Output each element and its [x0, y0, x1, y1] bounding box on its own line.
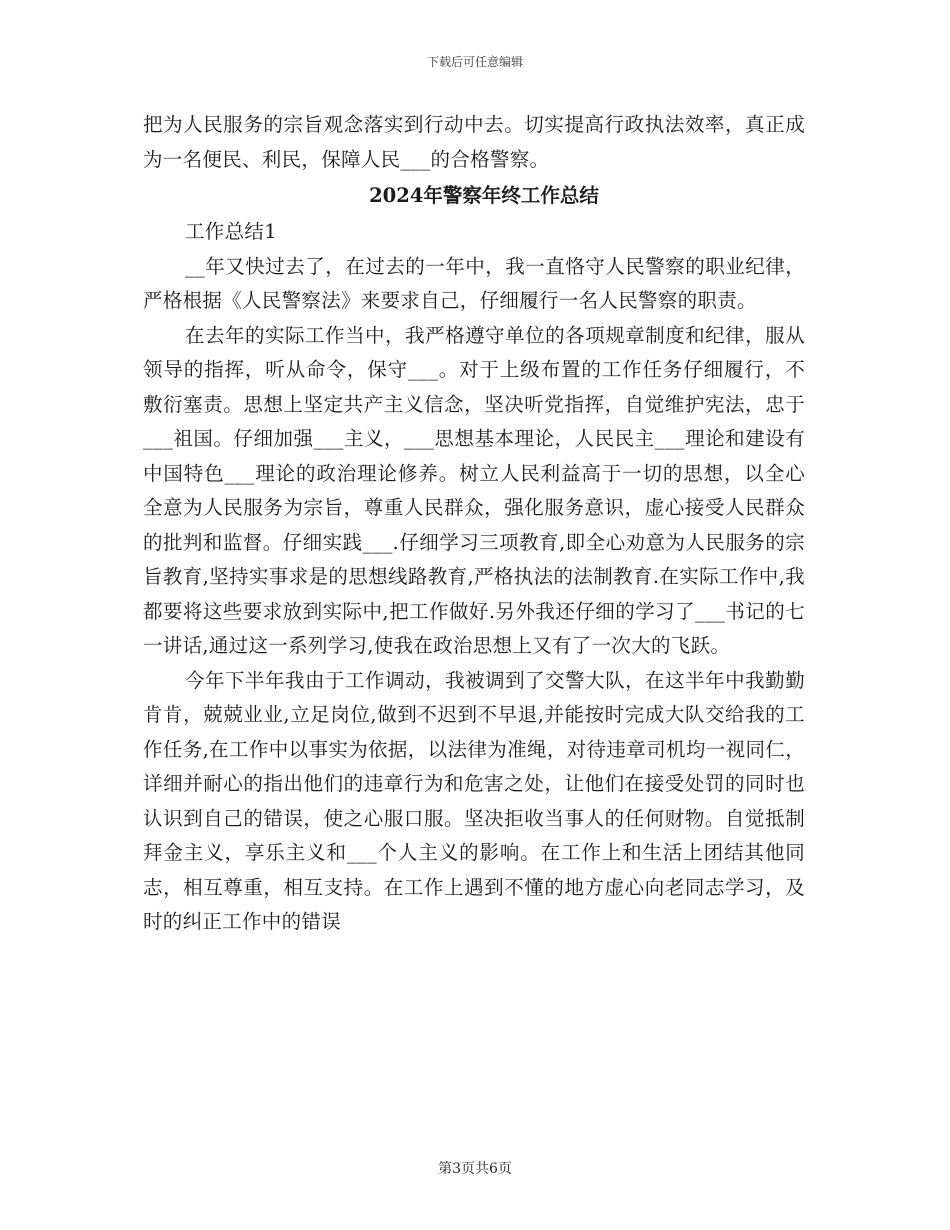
body-paragraph-2: 在去年的实际工作当中，我严格遵守单位的各项规章制度和纪律，服从领导的指挥，听从命令，保守___。对于上级布置的工作任务仔细履行，不敷衍塞责。思想上坚定共产主义信念，坚决听党指挥，自觉维护宪法，忠于___祖国。仔细加强___主义，___思想基本理论，人民民主___理论和建设有中国特色___理论的政治理论修养。树立人民利益高于一切的思想，以全心全意为人民服务为宗旨，尊重人民群众，强化服务意识，虚心接受人民群众的批判和监督。仔细实践___.仔细学习三项教育,即全心劝意为人民服务的宗旨教育,坚持实事求是的思想线路教育,严格执法的法制教育.在实际工作中,我都要将这些要求放到实际中,把工作做好.另外我还仔细的学习了___书记的七一讲话,通过这一系列学习,使我在政治思想上又有了一次大的飞跃。 [143, 323, 805, 657]
body-paragraph-3: 今年下半年我由于工作调动，我被调到了交警大队，在这半年中我勤勤肯肯，兢兢业业,立足岗位,做到不迟到不早退,并能按时完成大队交给我的工作任务,在工作中以事实为依据，以法律为准绳，对待违章司机均一视同仁，详细并耐心的指出他们的违章行为和危害之处，让他们在接受处罚的同时也认识到自己的错误，使之心服口服。坚决拒收当事人的任何财物。自觉抵制拜金主义，享乐主义和___个人主义的影响。在工作上和生活上团结其他同志，相互尊重，相互支持。在工作上遇到不懂的地方虚心向老同志学习，及时的纠正工作中的错误 [143, 668, 805, 933]
document-body [143, 108, 805, 940]
page-header: 下载后可任意编辑 [426, 55, 523, 69]
page-footer: 第3页共6页 [438, 1161, 512, 1177]
section-label: 工作总结1 [185, 220, 277, 243]
intro-paragraph: 把为人民服务的宗旨观念落实到行动中去。切实提高行政执法效率，真正成为一名便民、利民，保障人民___的合格警察。 [143, 113, 805, 171]
body-paragraph-1: __年又快过去了，在过去的一年中，我一直恪守人民警察的职业纪律，严格根据《人民警察法》来要求自己，仔细履行一名人民警察的职责。 [143, 254, 805, 312]
document-title: 2024年警察年终工作总结 [369, 184, 599, 207]
